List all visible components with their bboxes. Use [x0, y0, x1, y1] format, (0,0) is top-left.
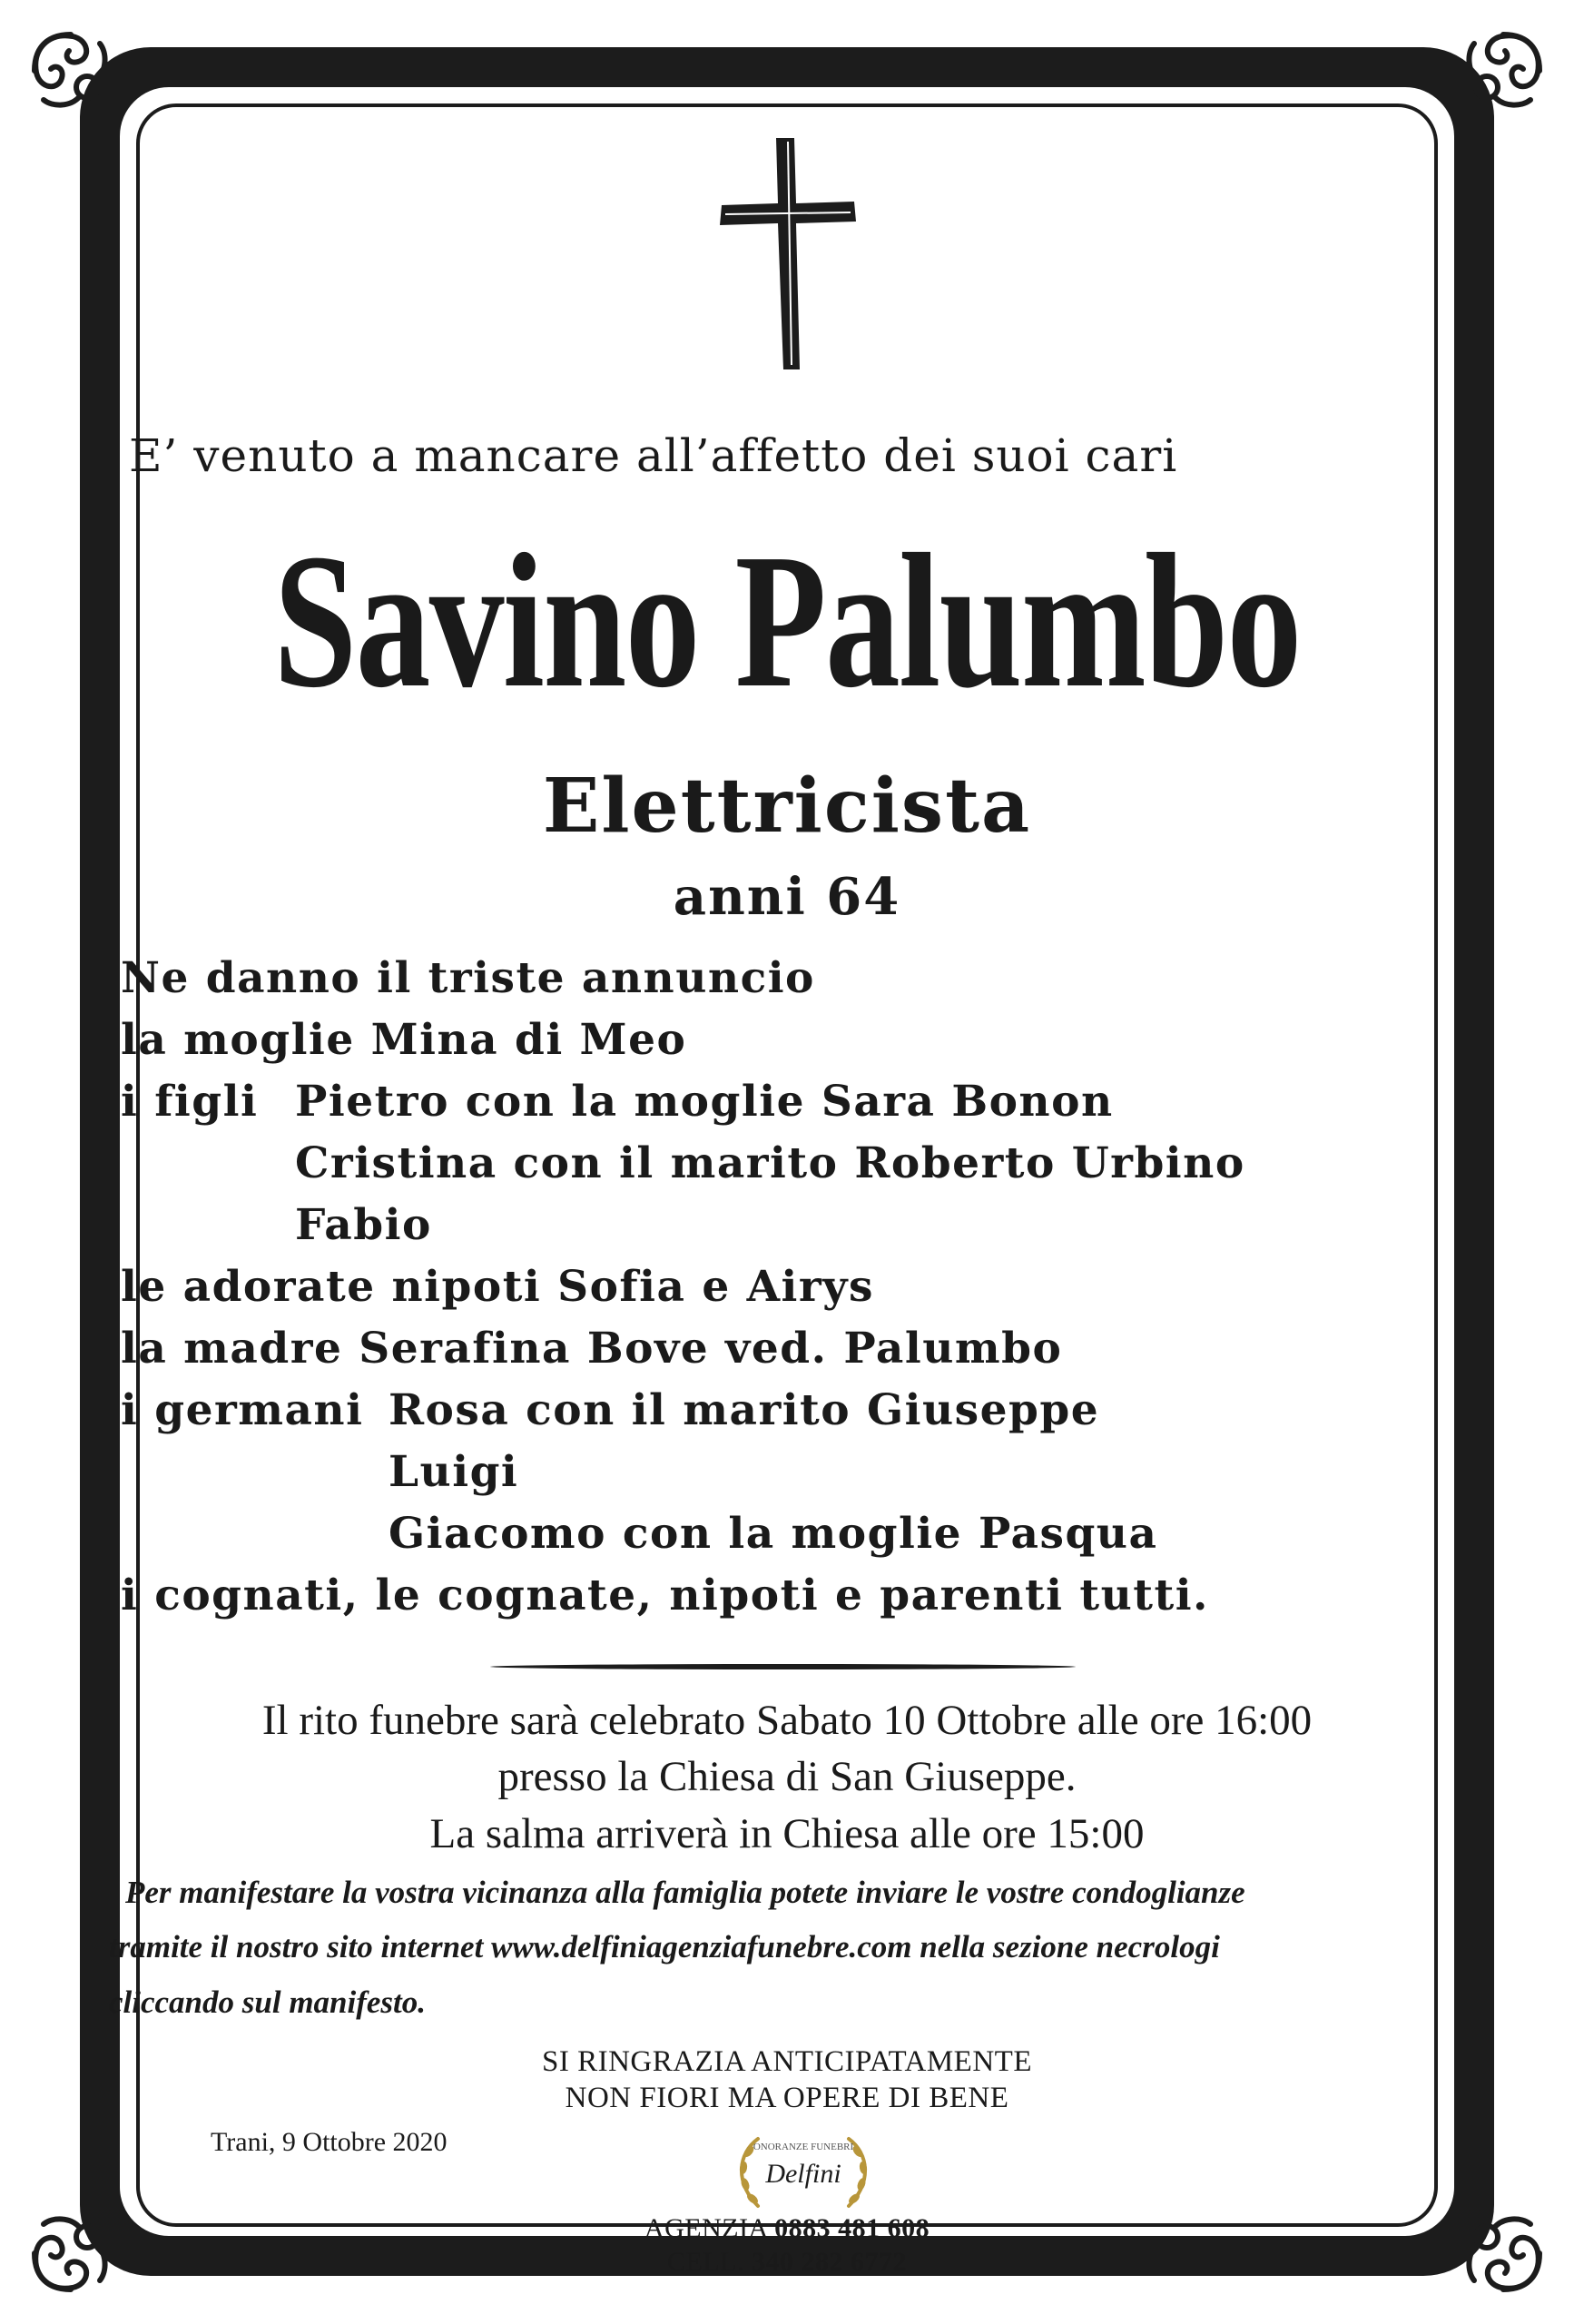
condolences-line: tramite il nostro sito internet www.delfiniagenziafunebre.com nella sezione necrologi: [109, 1929, 1220, 1965]
condolences-line: Per manifestare la vostra vicinanza alla famiglia potete inviare le vostre condoglianze: [125, 1875, 1245, 1910]
deceased-age: anni 64: [673, 867, 901, 927]
cross-icon: [720, 138, 856, 369]
flowers-note: NON FIORI MA OPERE DI BENE: [565, 2082, 1009, 2114]
wife-line: la moglie Mina di Meo: [121, 1015, 687, 1065]
child-line: Pietro con la moglie Sara Bonon: [295, 1077, 1114, 1127]
place-date: Trani, 9 Ottobre 2020: [211, 2127, 448, 2157]
child-line: Fabio: [295, 1200, 432, 1250]
deceased-profession: Elettricista: [542, 763, 1032, 850]
agency-phone-label: AGENZIA: [644, 2213, 768, 2243]
children-label: i figli: [121, 1077, 259, 1127]
sibling-line: Luigi: [389, 1447, 519, 1497]
agency-phone: [0, 2213, 1574, 2244]
announcement-line: Ne danno il triste annuncio: [121, 953, 815, 1003]
corner-ornament-icon: [1449, 16, 1558, 125]
funeral-line: Il rito funebre sarà celebrato Sabato 10 Ottobre alle ore 16:00: [261, 1697, 1313, 1744]
agency-cell: [0, 2247, 1574, 2278]
funeral-line: presso la Chiesa di San Giuseppe.: [497, 1753, 1077, 1800]
agency-phone-number: 0883 481 608: [774, 2213, 930, 2243]
logo-name: Delfini: [765, 2159, 841, 2189]
divider: [490, 1664, 1076, 1669]
thanks-note: SI RINGRAZIA ANTICIPATAMENTE: [542, 2045, 1032, 2078]
agency-cell-number: 340 282 6772: [752, 2247, 907, 2277]
sibling-line: Rosa con il marito Giuseppe: [389, 1385, 1100, 1435]
intro-text: E’ venuto a mancare all’affetto dei suoi cari: [129, 429, 1178, 482]
corner-ornament-icon: [16, 16, 125, 125]
condolences-line: cliccando sul manifesto.: [109, 1984, 427, 2020]
relatives-line: i cognati, le cognate, nipoti e parenti tutti.: [121, 1571, 1209, 1620]
funeral-line: La salma arriverà in Chiesa alle ore 15:00: [429, 1810, 1145, 1857]
agency-cell-label: CELL.: [667, 2247, 744, 2277]
agency-logo: [722, 2122, 885, 2222]
sibling-line: Giacomo con la moglie Pasqua: [389, 1509, 1158, 1559]
deceased-name: Savino Palumbo: [273, 514, 1301, 727]
logo-caption: ONORANZE FUNEBRI: [753, 2142, 854, 2152]
grandchildren-line: le adorate nipoti Sofia e Airys: [121, 1262, 874, 1312]
siblings-label: i germani: [121, 1385, 364, 1435]
child-line: Cristina con il marito Roberto Urbino: [295, 1138, 1245, 1188]
mother-line: la madre Serafina Bove ved. Palumbo: [121, 1324, 1063, 1374]
